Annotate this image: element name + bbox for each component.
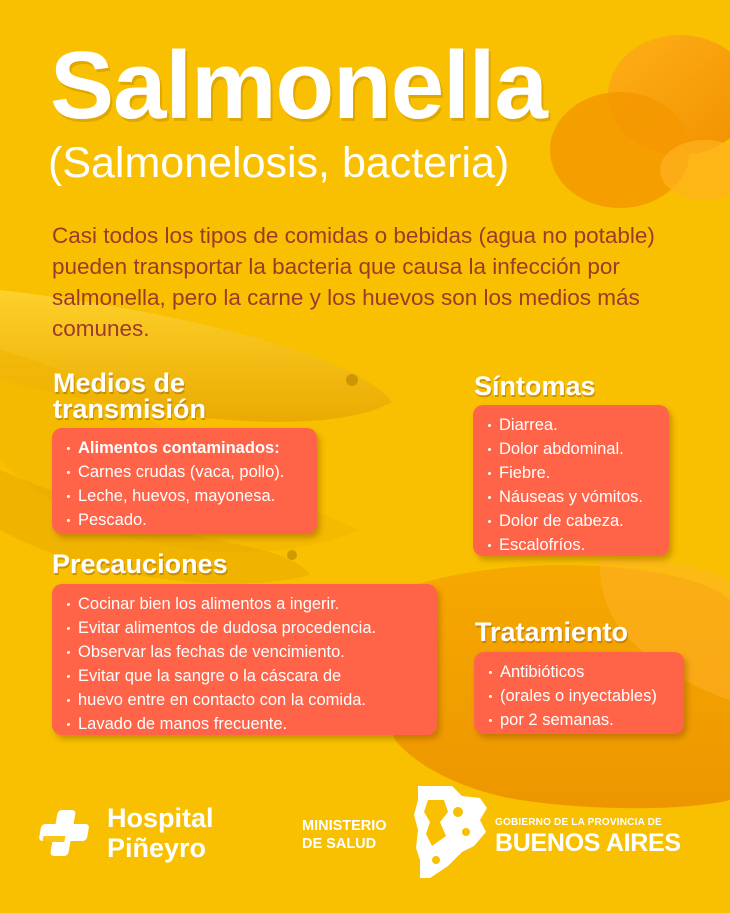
hospital-name-line2: Piñeyro	[107, 833, 207, 863]
precautions-heading: Precauciones	[52, 549, 228, 579]
transmission-heading-line1: Medios de	[53, 368, 186, 398]
list-item: Dolor abdominal.	[487, 437, 659, 461]
transmission-heading-line2: transmisión	[53, 394, 207, 424]
precautions-box	[52, 584, 437, 735]
treatment-heading: Tratamiento	[475, 617, 629, 647]
list-item: Leche, huevos, mayonesa.	[66, 484, 307, 508]
list-item: Náuseas y vómitos.	[487, 485, 659, 509]
list-item: Evitar que la sangre o la cáscara de	[66, 664, 427, 688]
fish-eye-shape	[287, 550, 297, 560]
list-item: Antibióticos	[488, 660, 674, 684]
list-item: Diarrea.	[487, 413, 659, 437]
symptoms-heading: Síntomas	[474, 371, 596, 401]
hospital-cross-icon	[39, 810, 90, 856]
government-small-text: GOBIERNO DE LA PROVINCIA DE	[495, 817, 662, 828]
list-item: Cocinar bien los alimentos a ingerir.	[66, 592, 427, 616]
list-item: Evitar alimentos de dudosa procedencia.	[66, 616, 427, 640]
fish-eye-shape	[346, 374, 358, 386]
ministry-logo-text	[302, 817, 387, 853]
list-item: huevo entre en contacto con la comida.	[66, 688, 427, 712]
list-item: Lavado de manos frecuente.	[66, 712, 427, 736]
list-item: Carnes crudas (vaca, pollo).	[66, 460, 307, 484]
province-map-icon	[414, 786, 487, 878]
hospital-name-line1: Hospital	[107, 803, 214, 833]
intro-paragraph: Casi todos los tipos de comidas o bebidas (agua no potable) pueden transportar la bacteria que causa la infección por salmonella, pero la carne y los huevos son los medios más comunes.	[52, 223, 655, 341]
ministry-line1: MINISTERIO	[302, 818, 387, 834]
list-item: Alimentos contaminados:	[66, 436, 307, 460]
symptoms-box	[473, 405, 669, 556]
egg-shape	[550, 92, 690, 208]
transmission-box	[52, 428, 317, 534]
list-item: por 2 semanas.	[488, 708, 674, 732]
treatment-box	[474, 652, 684, 734]
transmission-heading	[53, 370, 206, 422]
symptoms-list	[487, 413, 659, 557]
list-item: Pescado.	[66, 508, 307, 532]
list-item: Dolor de cabeza.	[487, 509, 659, 533]
list-item: Fiebre.	[487, 461, 659, 485]
page-title: Salmonella	[50, 32, 547, 139]
hospital-logo-text	[107, 803, 214, 863]
government-province-name: BUENOS AIRES	[495, 829, 681, 857]
treatment-list	[488, 660, 674, 732]
list-item: (orales o inyectables)	[488, 684, 674, 708]
precautions-list	[66, 592, 427, 736]
list-item: Observar las fechas de vencimiento.	[66, 640, 427, 664]
page-subtitle: (Salmonelosis, bacteria)	[48, 139, 510, 187]
list-item: Escalofríos.	[487, 533, 659, 557]
transmission-list	[66, 436, 307, 532]
ministry-line2: DE SALUD	[302, 836, 377, 852]
